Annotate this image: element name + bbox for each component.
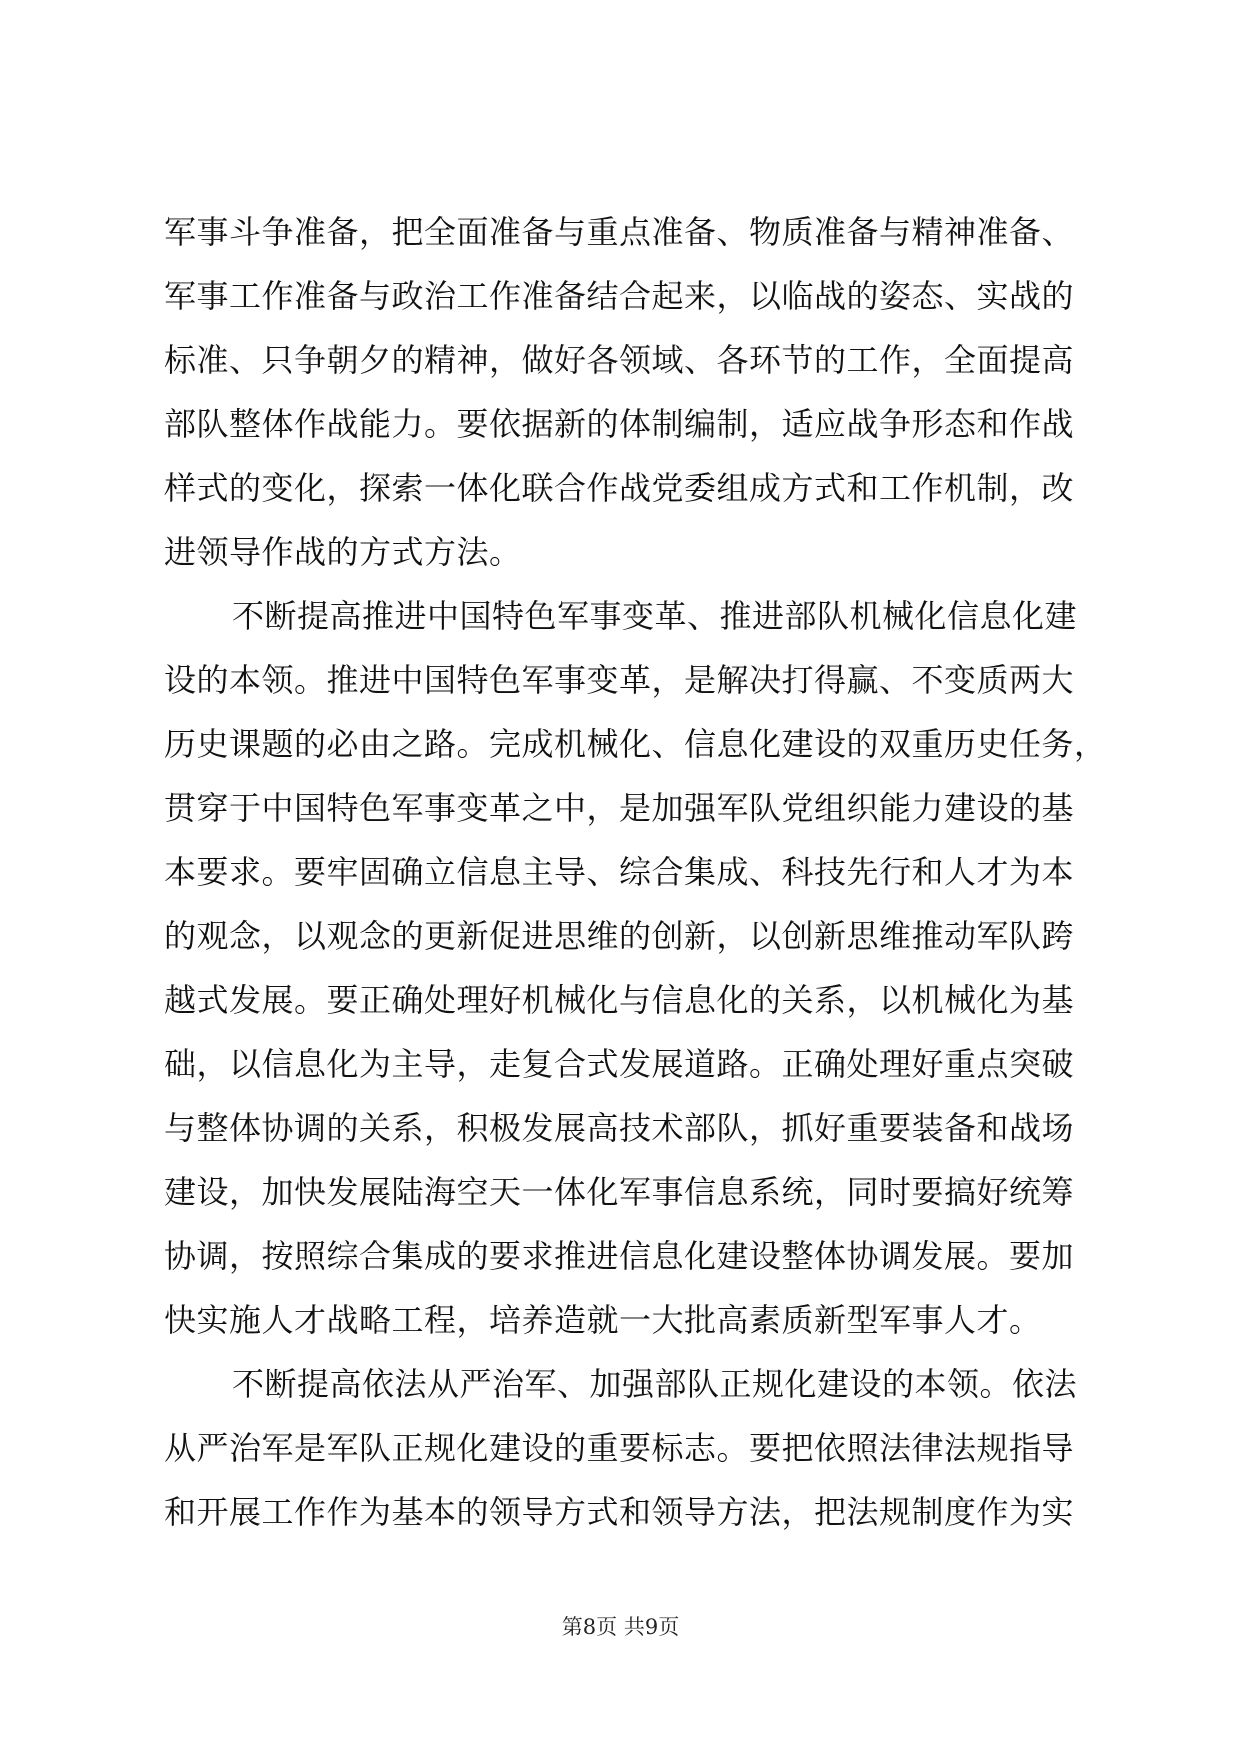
text-line: 设的本领。推进中国特色军事变革，是解决打得赢、不变质两大: [164, 661, 1075, 699]
text-line: 快实施人才战略工程，培养造就一大批高素质新型军事人才。: [164, 1301, 1042, 1339]
text-line: 标准、只争朝夕的精神，做好各领域、各环节的工作，全面提高: [164, 341, 1075, 379]
text-line: 历史课题的必由之路。完成机械化、信息化建设的双重历史任务，: [164, 725, 1107, 763]
text-line: 军事工作准备与政治工作准备结合起来，以临战的姿态、实战的: [164, 277, 1075, 315]
paragraph-start-line: 不断提高依法从严治军、加强部队正规化建设的本领。依法: [232, 1365, 1078, 1403]
text-line: 本要求。要牢固确立信息主导、综合集成、科技先行和人才为本: [164, 853, 1075, 891]
text-line: 从严治军是军队正规化建设的重要标志。要把依照法律法规指导: [164, 1429, 1075, 1467]
text-line: 协调，按照综合集成的要求推进信息化建设整体协调发展。要加: [164, 1237, 1075, 1275]
paragraph-start-line: 不断提高推进中国特色军事变革、推进部队机械化信息化建: [232, 597, 1078, 635]
text-line: 越式发展。要正确处理好机械化与信息化的关系，以机械化为基: [164, 981, 1075, 1019]
text-line: 的观念，以观念的更新促进思维的创新，以创新思维推动军队跨: [164, 917, 1075, 955]
text-line: 部队整体作战能力。要依据新的体制编制，适应战争形态和作战: [164, 405, 1075, 443]
text-line: 样式的变化，探索一体化联合作战党委组成方式和工作机制，改: [164, 469, 1075, 507]
text-line: 础，以信息化为主导，走复合式发展道路。正确处理好重点突破: [164, 1045, 1075, 1083]
text-line: 军事斗争准备，把全面准备与重点准备、物质准备与精神准备、: [164, 213, 1075, 251]
page-number-footer: 第8页 共9页: [561, 1615, 680, 1639]
text-line: 进领导作战的方式方法。: [164, 533, 522, 571]
document-body: [164, 200, 1107, 1544]
text-line: 和开展工作作为基本的领导方式和领导方法，把法规制度作为实: [164, 1493, 1075, 1531]
text-line: 与整体协调的关系，积极发展高技术部队，抓好重要装备和战场: [164, 1109, 1075, 1147]
text-line: 建设，加快发展陆海空天一体化军事信息系统，同时要搞好统筹: [164, 1173, 1075, 1211]
text-line: 贯穿于中国特色军事变革之中，是加强军队党组织能力建设的基: [164, 789, 1075, 827]
